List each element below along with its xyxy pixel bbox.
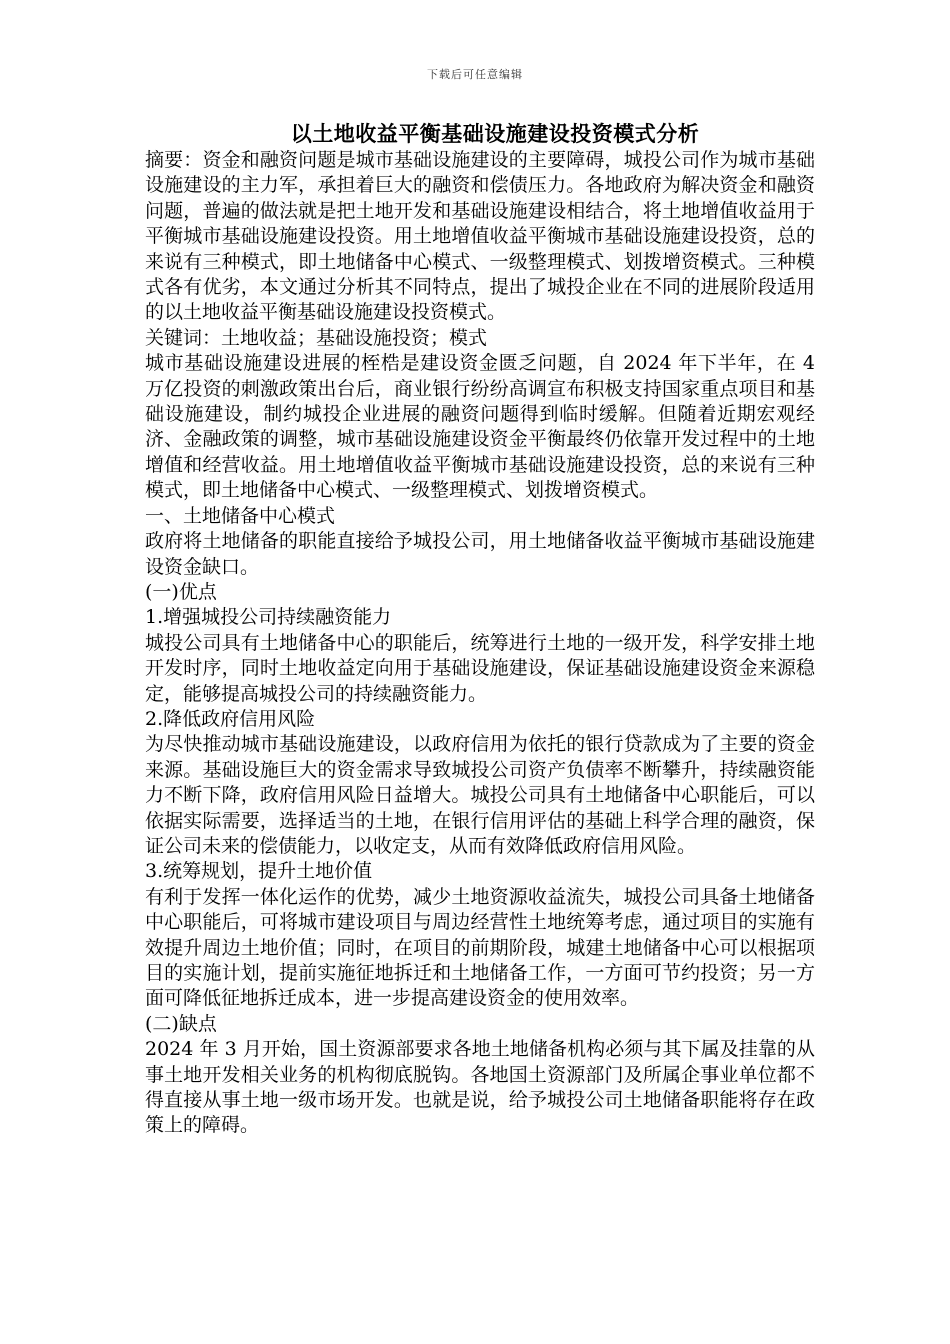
keywords-line: 关键词：土地收益；基础设施投资；模式 <box>145 326 488 349</box>
header-note: 下载后可任意编辑 <box>427 68 523 81</box>
intro-paragraph: 城市基础设施建设进展的桎梏是建设资金匮乏问题，自 2024 年下半年，在 4 万亿投资的刺激政策出台后，商业银行纷纷高调宣布积极支持国家重点项目和基础设施建设，制约城投企业进展的融资问题得到临时缓解。但随着近期宏观经济、金融政策的调整，城市基础设施建设资金平衡最终仍依靠开发过程中的土地增值和经营收益。用土地增值收益平衡城市基础设施建设投资，总的来说有三种模式，即土地储备中心模式、一级整理模式、划拨增资模式。 <box>145 352 815 502</box>
subsection-heading-disadvantages: (二)缺点 <box>145 1012 217 1035</box>
disadvantages-paragraph: 2024 年 3 月开始，国土资源部要求各地土地储备机构必须与其下属及挂靠的从事土地开发相关业务的机构彻底脱钩。各地国土资源部门及所属企事业单位都不得直接从事土地一级市场开发。也就是说，给予城投公司土地储备职能将存在政策上的障碍。 <box>145 1038 815 1137</box>
point-heading-2: 2.降低政府信用风险 <box>145 707 316 730</box>
point-heading-1: 1.增强城投公司持续融资能力 <box>145 606 392 629</box>
point-heading-3: 3.统筹规划，提升土地价值 <box>145 860 373 883</box>
document-body <box>145 148 815 1139</box>
point-2-paragraph: 为尽快推动城市基础设施建设，以政府信用为依托的银行贷款成为了主要的资金来源。基础设施巨大的资金需求导致城投公司资产负债率不断攀升，持续融资能力不断下降，政府信用风险日益增大。城投公司具有土地储备中心职能后，可以依据实际需要，选择适当的土地，在银行信用评估的基础上科学合理的融资，保证公司未来的偿债能力，以收定支，从而有效降低政府信用风险。 <box>145 733 815 857</box>
document-title: 以土地收益平衡基础设施建设投资模式分析 <box>290 121 700 146</box>
section-heading-1: 一、土地储备中心模式 <box>145 504 336 527</box>
abstract-paragraph: 摘要：资金和融资问题是城市基础设施建设的主要障碍，城投公司作为城市基础设施建设的主力军，承担着巨大的融资和偿债压力。各地政府为解决资金和融资问题，普遍的做法就是把土地开发和基础设施建设相结合，将土地增值收益用于平衡城市基础设施建设投资。用土地增值收益平衡城市基础设施建设投资，总的来说有三种模式，即土地储备中心模式、一级整理模式、划拨增资模式。三种模式各有优劣，本文通过分析其不同特点，提出了城投企业在不同的进展阶段适用的以土地收益平衡基础设施建设投资模式。 <box>145 149 815 324</box>
subsection-heading-advantages: (一)优点 <box>145 580 217 603</box>
point-3-paragraph: 有利于发挥一体化运作的优势，减少土地资源收益流失，城投公司具备土地储备中心职能后，可将城市建设项目与周边经营性土地统筹考虑，通过项目的实施有效提升周边土地价值；同时，在项目的前期阶段，城建土地储备中心可以根据项目的实施计划，提前实施征地拆迁和土地储备工作，一方面可节约投资；另一方面可降低征地拆迁成本，进一步提高建设资金的使用效率。 <box>145 885 815 1010</box>
section-1-paragraph: 政府将土地储备的职能直接给予城投公司，用土地储备收益平衡城市基础设施建设资金缺口。 <box>145 530 815 578</box>
point-1-paragraph: 城投公司具有土地储备中心的职能后，统筹进行土地的一级开发，科学安排土地开发时序，同时土地收益定向用于基础设施建设，保证基础设施建设资金来源稳定，能够提高城投公司的持续融资能力。 <box>145 631 815 705</box>
